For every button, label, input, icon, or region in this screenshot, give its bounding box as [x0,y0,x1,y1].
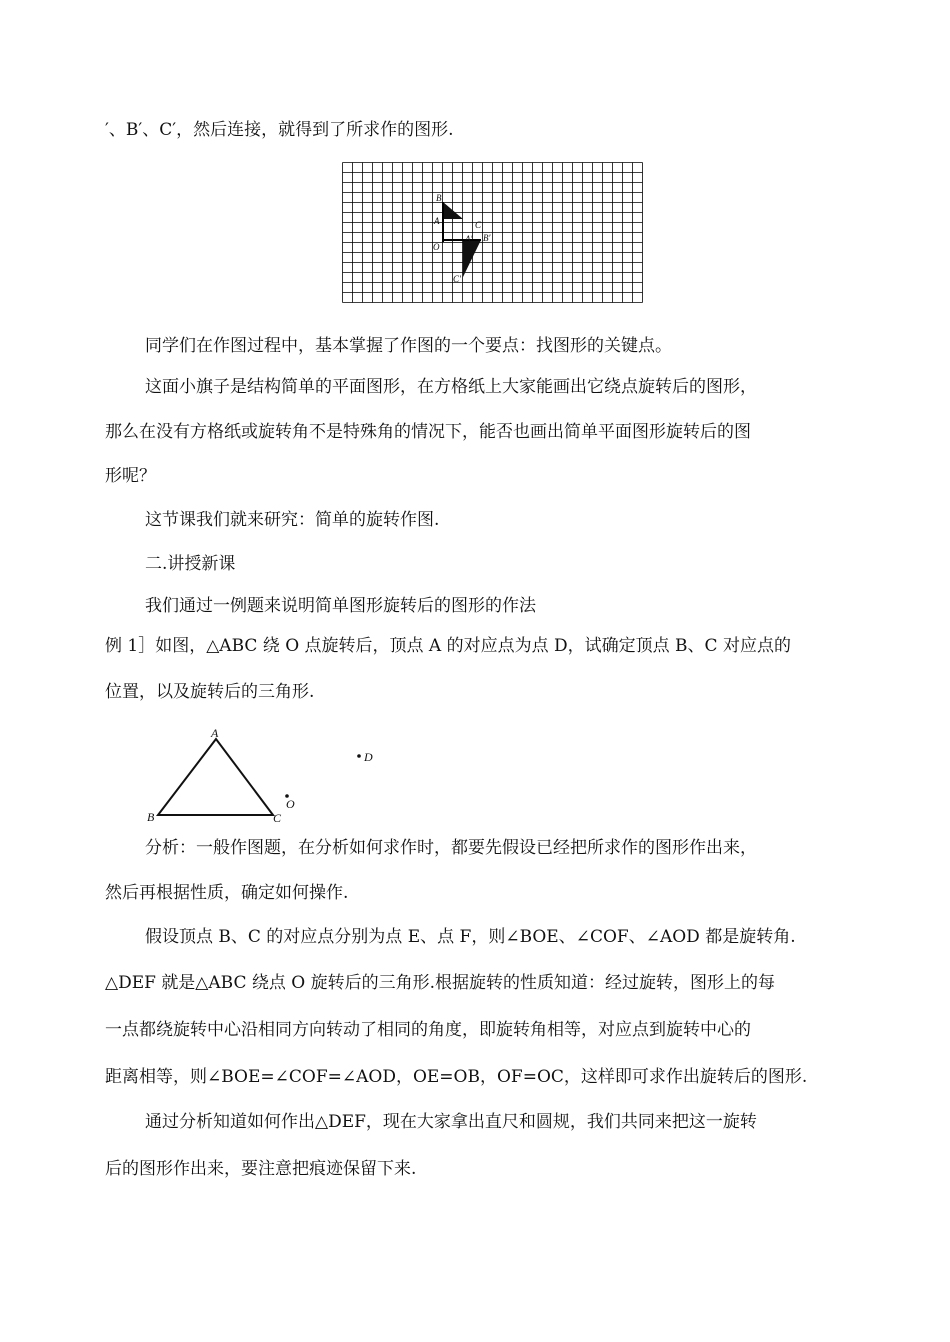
example-1-text: 例 1］如图，△ABC 绕 O 点旋转后，顶点 A 的对应点为点 D，试确定顶点 B、C 对应点的 [105,636,791,656]
text-line-4: 那么在没有方格纸或旋转角不是特殊角的情况下，能否也画出简单平面图形旋转后的图 [105,422,751,442]
label-C: C [273,811,282,825]
label-B: B [147,810,155,824]
text-line-16: 距离相等，则∠BOE=∠COF=∠AOD，OE=OB，OF=OC，这样即可求作出旋转后的图形. [105,1067,808,1087]
flag-original-triangle [443,202,463,219]
label-A: A [434,216,440,226]
label-C: C [475,220,482,230]
label-O: O [286,797,295,811]
label-B: B [436,193,442,203]
analysis-text: 分析：一般作图题，在分析如何求作时，都要先假设已经把所求作的图形作出来， [145,838,757,858]
flag-rotated-triangle [463,240,481,277]
text-line-15: 一点都绕旋转中心沿相同方向转动了相同的角度，即旋转角相等，对应点到旋转中心的 [105,1020,751,1040]
text-line-18: 后的图形作出来，要注意把痕迹保留下来. [105,1159,417,1179]
text-line-12: 然后再根据性质，确定如何操作. [105,883,349,903]
section-heading: 二.讲授新课 [145,554,236,574]
text-line-13: 假设顶点 B、C 的对应点分别为点 E、点 F，则∠BOE、∠COF、∠AOD 都是旋转角. [145,927,796,947]
text-line-6: 这节课我们就来研究：简单的旋转作图. [145,510,440,530]
text-line-17: 通过分析知道如何作出△DEF，现在大家拿出直尺和圆规，我们共同来把这一旋转 [145,1112,757,1132]
text-line-8: 我们通过一例题来说明简单图形旋转后的图形的作法 [145,596,536,616]
text-line-14: △DEF 就是△ABC 绕点 O 旋转后的三角形.根据旋转的性质知道：经过旋转，图形上的每 [105,973,776,993]
text-line-2: 同学们在作图过程中，基本掌握了作图的一个要点：找图形的关键点。 [145,336,672,356]
label-A-prime: A′ [465,234,473,244]
triangle-figure [145,717,385,827]
text-line-5: 形呢？ [105,466,156,486]
point-D [357,754,361,758]
label-D: D [364,750,373,764]
label-B-prime: B′ [483,233,491,243]
label-A: A [211,726,219,740]
text-line-1: ′、B′、C′，然后连接，就得到了所求作的图形. [105,120,454,140]
label-C-prime: C′ [453,274,461,284]
text-line-3: 这面小旗子是结构简单的平面图形，在方格纸上大家能画出它绕点旋转后的图形， [145,377,757,397]
text-line-10: 位置，以及旋转后的三角形. [105,682,315,702]
grid-flag-figure [342,162,643,303]
label-O: O [433,242,440,252]
